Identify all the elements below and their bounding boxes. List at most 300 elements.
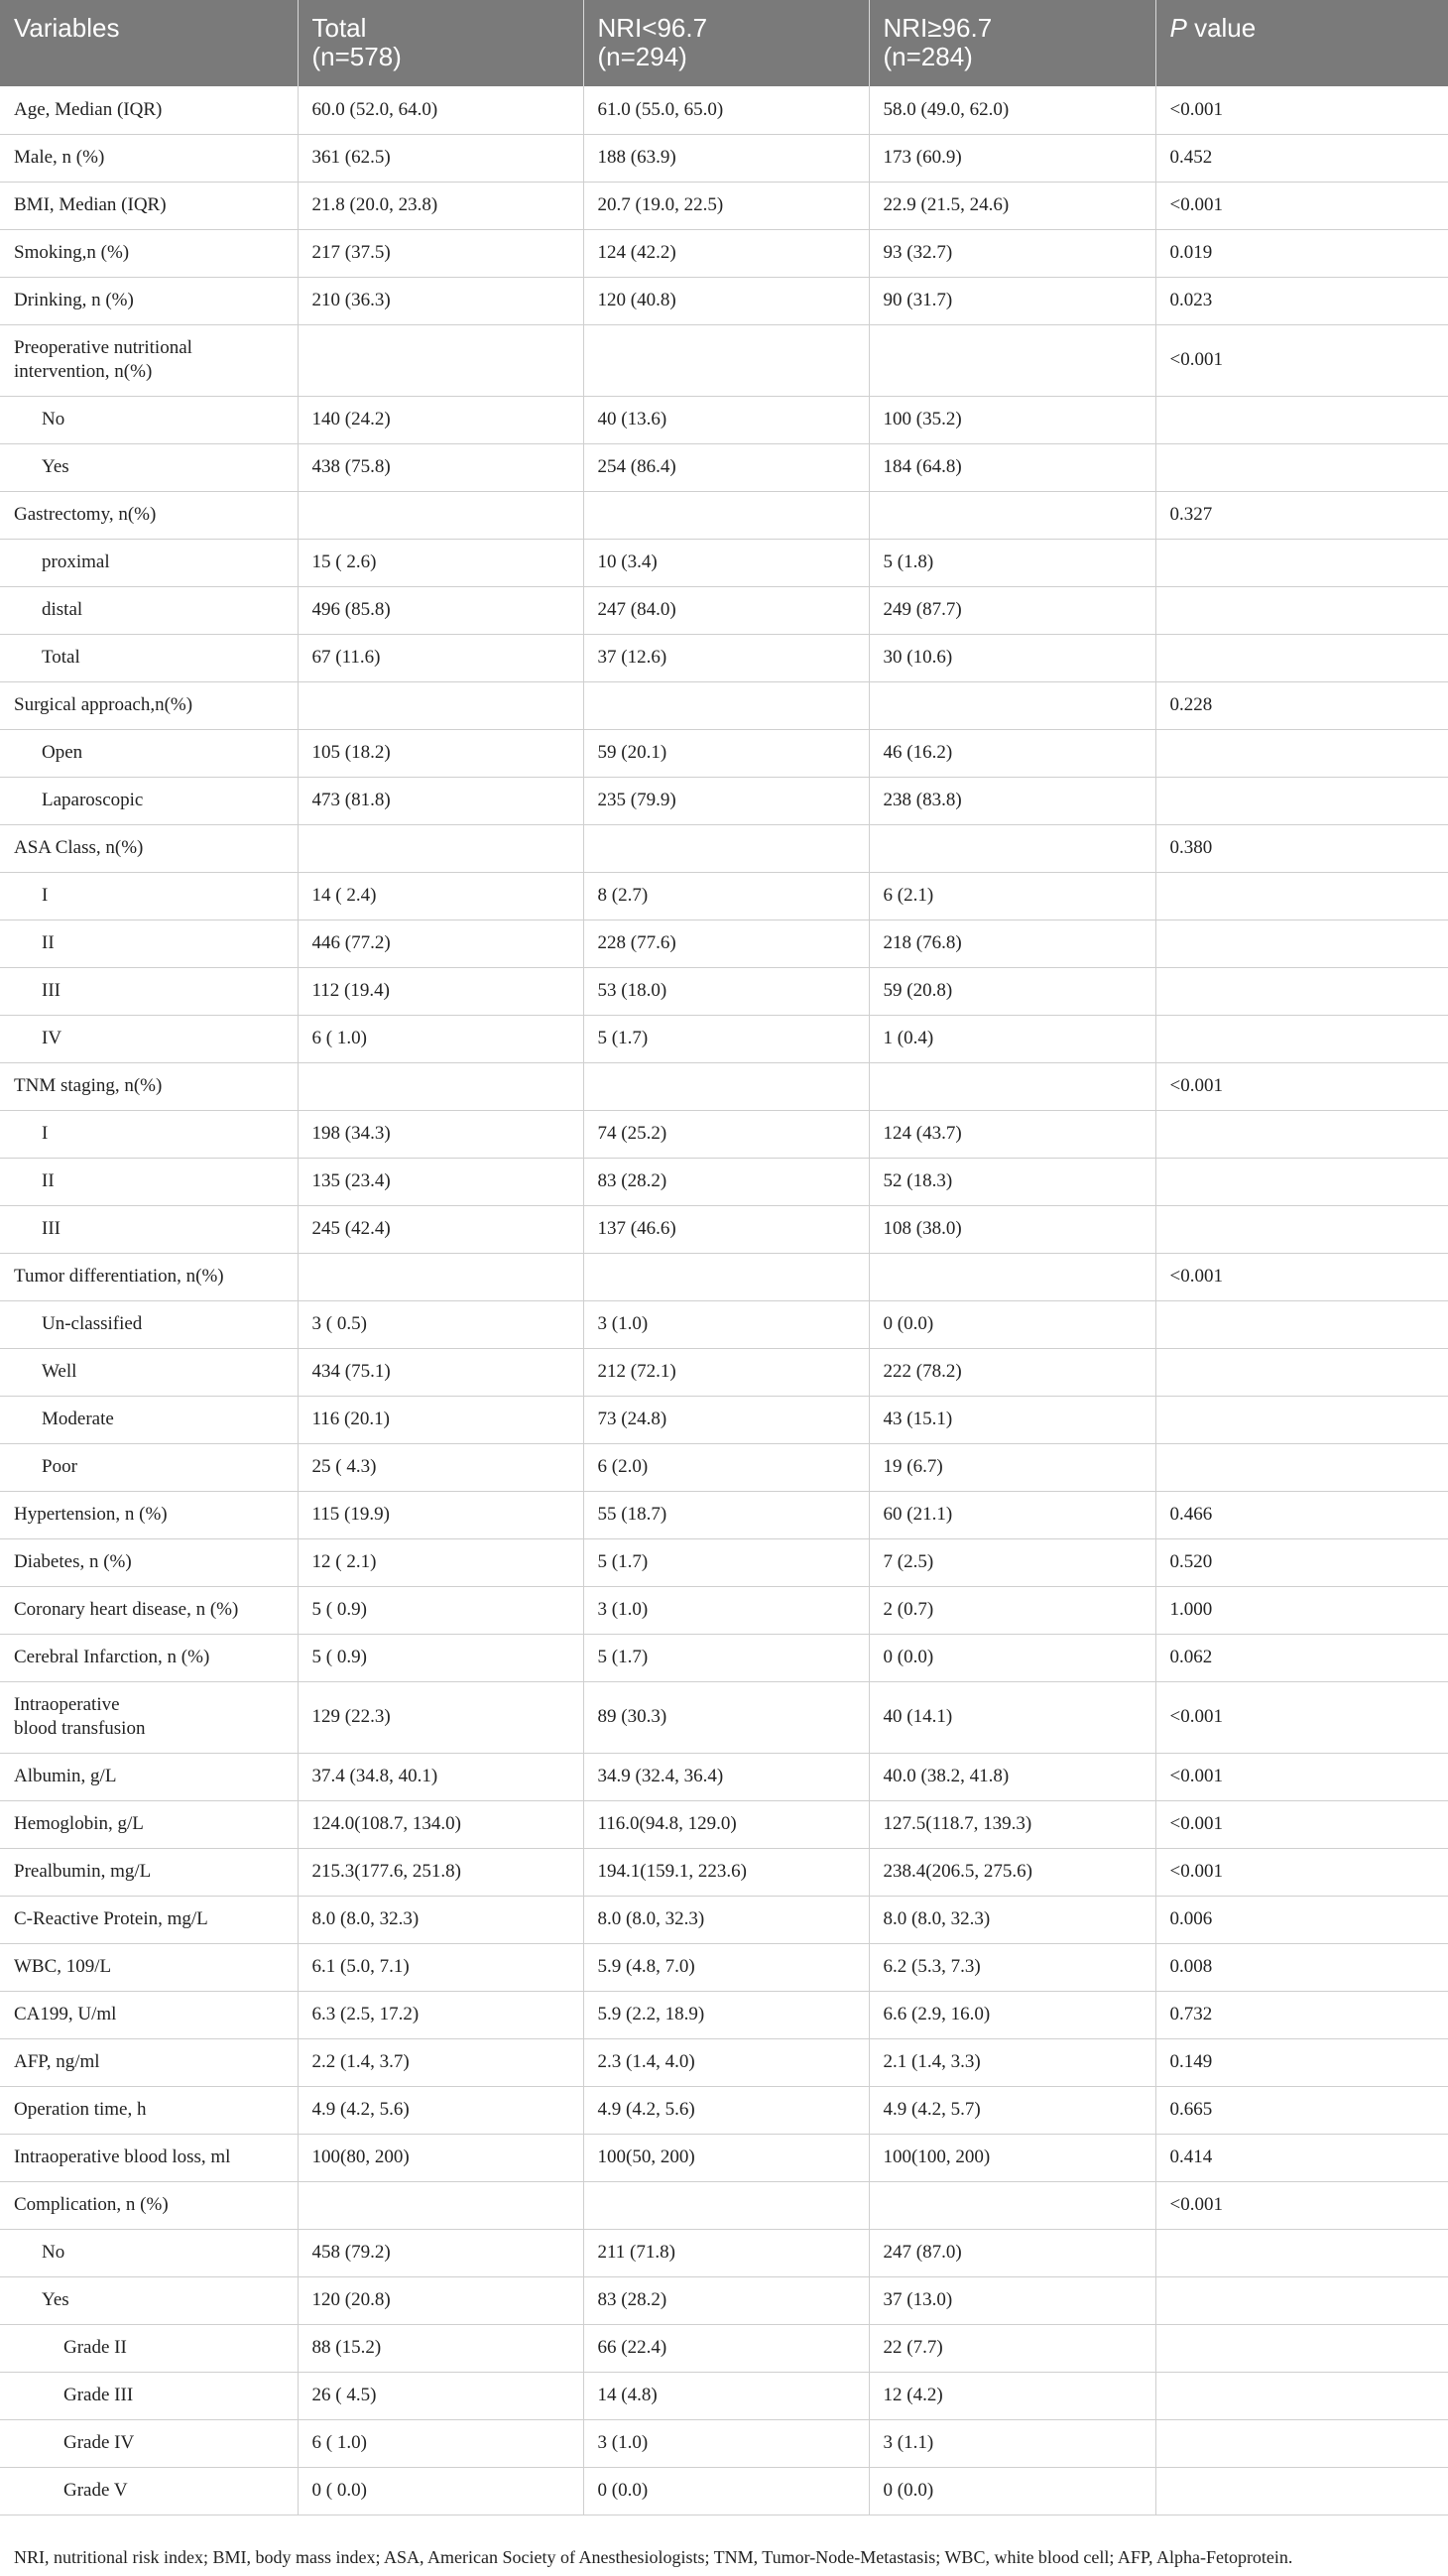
cell-nri-high: 173 (60.9) xyxy=(869,134,1155,182)
table-row xyxy=(0,729,1448,777)
table-row xyxy=(0,2324,1448,2372)
cell-variable: C-Reactive Protein, mg/L xyxy=(0,1896,298,1943)
header-variables: Variables xyxy=(0,0,298,86)
cell-nri-low xyxy=(583,324,869,396)
table-row xyxy=(0,1062,1448,1110)
cell-p-value: 0.665 xyxy=(1155,2086,1448,2134)
cell-total: 217 (37.5) xyxy=(298,229,583,277)
cell-p-value xyxy=(1155,967,1448,1015)
table-row xyxy=(0,1634,1448,1681)
cell-variable: Moderate xyxy=(0,1396,298,1443)
table-row xyxy=(0,1300,1448,1348)
cell-total: 14 ( 2.4) xyxy=(298,872,583,920)
cell-variable: No xyxy=(0,396,298,443)
cell-nri-low: 116.0(94.8, 129.0) xyxy=(583,1800,869,1848)
cell-variable: Intraoperative blood loss, ml xyxy=(0,2134,298,2181)
cell-nri-low: 5 (1.7) xyxy=(583,1015,869,1062)
cell-variable: Complication, n (%) xyxy=(0,2181,298,2229)
table-row xyxy=(0,586,1448,634)
cell-variable: I xyxy=(0,1110,298,1158)
cell-total: 12 ( 2.1) xyxy=(298,1538,583,1586)
cell-nri-low: 211 (71.8) xyxy=(583,2229,869,2276)
cell-variable: Open xyxy=(0,729,298,777)
cell-variable: Hemoglobin, g/L xyxy=(0,1800,298,1848)
cell-nri-high xyxy=(869,2181,1155,2229)
table-row xyxy=(0,324,1448,396)
cell-p-value xyxy=(1155,586,1448,634)
cell-p-value xyxy=(1155,539,1448,586)
cell-total: 88 (15.2) xyxy=(298,2324,583,2372)
cell-nri-high xyxy=(869,1253,1155,1300)
cell-total: 120 (20.8) xyxy=(298,2276,583,2324)
cell-p-value xyxy=(1155,1443,1448,1491)
cell-nri-high: 238 (83.8) xyxy=(869,777,1155,824)
cell-nri-high: 59 (20.8) xyxy=(869,967,1155,1015)
table-row xyxy=(0,2229,1448,2276)
cell-variable: BMI, Median (IQR) xyxy=(0,182,298,229)
table-row xyxy=(0,229,1448,277)
table-row xyxy=(0,681,1448,729)
cell-nri-high: 7 (2.5) xyxy=(869,1538,1155,1586)
cell-p-value xyxy=(1155,1110,1448,1158)
table-row xyxy=(0,1991,1448,2038)
table-row xyxy=(0,1800,1448,1848)
cell-total: 105 (18.2) xyxy=(298,729,583,777)
cell-p-value: <0.001 xyxy=(1155,2181,1448,2229)
cell-total xyxy=(298,1253,583,1300)
cell-nri-low xyxy=(583,491,869,539)
cell-variable: Prealbumin, mg/L xyxy=(0,1848,298,1896)
table-row xyxy=(0,2134,1448,2181)
cell-nri-low: 188 (63.9) xyxy=(583,134,869,182)
cell-p-value xyxy=(1155,1348,1448,1396)
cell-total xyxy=(298,681,583,729)
table-row xyxy=(0,277,1448,324)
cell-total: 6.1 (5.0, 7.1) xyxy=(298,1943,583,1991)
cell-variable: TNM staging, n(%) xyxy=(0,1062,298,1110)
cell-total xyxy=(298,491,583,539)
cell-nri-low xyxy=(583,1253,869,1300)
cell-nri-high: 8.0 (8.0, 32.3) xyxy=(869,1896,1155,1943)
cell-nri-low: 5 (1.7) xyxy=(583,1538,869,1586)
cell-p-value: 0.414 xyxy=(1155,2134,1448,2181)
cell-variable: Operation time, h xyxy=(0,2086,298,2134)
cell-p-value: 0.062 xyxy=(1155,1634,1448,1681)
cell-total xyxy=(298,324,583,396)
cell-nri-high: 60 (21.1) xyxy=(869,1491,1155,1538)
cell-nri-high: 0 (0.0) xyxy=(869,1634,1155,1681)
cell-variable: Total xyxy=(0,634,298,681)
cell-nri-high: 184 (64.8) xyxy=(869,443,1155,491)
table-row xyxy=(0,967,1448,1015)
cell-nri-low: 212 (72.1) xyxy=(583,1348,869,1396)
cell-p-value xyxy=(1155,1015,1448,1062)
table-row xyxy=(0,1943,1448,1991)
cell-variable: Preoperative nutritional intervention, n(%) xyxy=(0,324,298,396)
cell-total: 496 (85.8) xyxy=(298,586,583,634)
cell-nri-low: 14 (4.8) xyxy=(583,2372,869,2419)
cell-variable: III xyxy=(0,1205,298,1253)
cell-variable: Coronary heart disease, n (%) xyxy=(0,1586,298,1634)
header-nri-low: NRI<96.7 (n=294) xyxy=(583,0,869,86)
cell-p-value: <0.001 xyxy=(1155,1681,1448,1753)
cell-nri-high xyxy=(869,491,1155,539)
table-row xyxy=(0,1848,1448,1896)
table-row xyxy=(0,1396,1448,1443)
cell-variable: Intraoperative blood transfusion xyxy=(0,1681,298,1753)
cell-p-value xyxy=(1155,1158,1448,1205)
cell-p-value: 0.023 xyxy=(1155,277,1448,324)
table-row xyxy=(0,1753,1448,1800)
table-row xyxy=(0,86,1448,134)
cell-nri-high: 238.4(206.5, 275.6) xyxy=(869,1848,1155,1896)
cell-total: 434 (75.1) xyxy=(298,1348,583,1396)
cell-p-value xyxy=(1155,920,1448,967)
cell-nri-low: 5.9 (4.8, 7.0) xyxy=(583,1943,869,1991)
cell-nri-high: 19 (6.7) xyxy=(869,1443,1155,1491)
cell-nri-low xyxy=(583,2181,869,2229)
cell-total: 37.4 (34.8, 40.1) xyxy=(298,1753,583,1800)
cell-variable: Un-classified xyxy=(0,1300,298,1348)
cell-total: 21.8 (20.0, 23.8) xyxy=(298,182,583,229)
cell-nri-high: 3 (1.1) xyxy=(869,2419,1155,2467)
cell-total xyxy=(298,1062,583,1110)
cell-nri-low: 10 (3.4) xyxy=(583,539,869,586)
cell-p-value: 0.520 xyxy=(1155,1538,1448,1586)
cell-nri-low: 124 (42.2) xyxy=(583,229,869,277)
cell-nri-high: 108 (38.0) xyxy=(869,1205,1155,1253)
cell-variable: Grade IV xyxy=(0,2419,298,2467)
cell-total: 60.0 (52.0, 64.0) xyxy=(298,86,583,134)
cell-total: 15 ( 2.6) xyxy=(298,539,583,586)
cell-variable: Diabetes, n (%) xyxy=(0,1538,298,1586)
cell-p-value: 0.732 xyxy=(1155,1991,1448,2038)
cell-p-value: 1.000 xyxy=(1155,1586,1448,1634)
cell-p-value: <0.001 xyxy=(1155,1800,1448,1848)
cell-variable: AFP, ng/ml xyxy=(0,2038,298,2086)
cell-total: 67 (11.6) xyxy=(298,634,583,681)
cell-total: 25 ( 4.3) xyxy=(298,1443,583,1491)
cell-total: 5 ( 0.9) xyxy=(298,1586,583,1634)
cell-variable: Cerebral Infarction, n (%) xyxy=(0,1634,298,1681)
cell-nri-low: 4.9 (4.2, 5.6) xyxy=(583,2086,869,2134)
cell-nri-high: 90 (31.7) xyxy=(869,277,1155,324)
cell-p-value: <0.001 xyxy=(1155,324,1448,396)
table-row xyxy=(0,2181,1448,2229)
cell-p-value xyxy=(1155,2324,1448,2372)
cell-variable: Poor xyxy=(0,1443,298,1491)
cell-variable: II xyxy=(0,920,298,967)
cell-nri-low: 2.3 (1.4, 4.0) xyxy=(583,2038,869,2086)
cell-nri-low: 74 (25.2) xyxy=(583,1110,869,1158)
table-row xyxy=(0,920,1448,967)
cell-variable: IV xyxy=(0,1015,298,1062)
cell-p-value xyxy=(1155,2419,1448,2467)
table-row xyxy=(0,634,1448,681)
cell-total: 135 (23.4) xyxy=(298,1158,583,1205)
cell-nri-high: 2.1 (1.4, 3.3) xyxy=(869,2038,1155,2086)
cell-nri-low: 5.9 (2.2, 18.9) xyxy=(583,1991,869,2038)
cell-total: 2.2 (1.4, 3.7) xyxy=(298,2038,583,2086)
cell-variable: II xyxy=(0,1158,298,1205)
cell-nri-high xyxy=(869,824,1155,872)
cell-total: 245 (42.4) xyxy=(298,1205,583,1253)
cell-nri-low: 137 (46.6) xyxy=(583,1205,869,1253)
cell-total: 198 (34.3) xyxy=(298,1110,583,1158)
cell-total: 116 (20.1) xyxy=(298,1396,583,1443)
cell-total: 5 ( 0.9) xyxy=(298,1634,583,1681)
table-row xyxy=(0,1205,1448,1253)
cell-nri-high: 100 (35.2) xyxy=(869,396,1155,443)
cell-nri-high: 5 (1.8) xyxy=(869,539,1155,586)
cell-variable: distal xyxy=(0,586,298,634)
cell-p-value xyxy=(1155,1396,1448,1443)
cell-nri-low: 66 (22.4) xyxy=(583,2324,869,2372)
cell-variable: CA199, U/ml xyxy=(0,1991,298,2038)
table-row xyxy=(0,1538,1448,1586)
cell-p-value: 0.380 xyxy=(1155,824,1448,872)
cell-nri-high: 22 (7.7) xyxy=(869,2324,1155,2372)
cell-nri-low xyxy=(583,681,869,729)
cell-nri-low: 37 (12.6) xyxy=(583,634,869,681)
cell-nri-high xyxy=(869,1062,1155,1110)
table-row xyxy=(0,1110,1448,1158)
cell-p-value xyxy=(1155,2276,1448,2324)
cell-nri-low: 247 (84.0) xyxy=(583,586,869,634)
cell-nri-low: 89 (30.3) xyxy=(583,1681,869,1753)
table-row xyxy=(0,1253,1448,1300)
header-total: Total (n=578) xyxy=(298,0,583,86)
cell-nri-high: 222 (78.2) xyxy=(869,1348,1155,1396)
cell-nri-high xyxy=(869,681,1155,729)
cell-nri-low: 55 (18.7) xyxy=(583,1491,869,1538)
cell-p-value xyxy=(1155,2467,1448,2515)
cell-p-value xyxy=(1155,2372,1448,2419)
cell-variable: Drinking, n (%) xyxy=(0,277,298,324)
table-row xyxy=(0,1443,1448,1491)
cell-nri-high: 247 (87.0) xyxy=(869,2229,1155,2276)
cell-variable: Surgical approach,n(%) xyxy=(0,681,298,729)
cell-total: 210 (36.3) xyxy=(298,277,583,324)
cell-nri-low: 6 (2.0) xyxy=(583,1443,869,1491)
cell-nri-low: 3 (1.0) xyxy=(583,1300,869,1348)
cell-nri-low: 53 (18.0) xyxy=(583,967,869,1015)
cell-nri-low: 83 (28.2) xyxy=(583,2276,869,2324)
table-row xyxy=(0,2276,1448,2324)
cell-nri-low: 73 (24.8) xyxy=(583,1396,869,1443)
table-row xyxy=(0,2086,1448,2134)
cell-nri-low: 228 (77.6) xyxy=(583,920,869,967)
cell-p-value: 0.327 xyxy=(1155,491,1448,539)
cell-nri-low: 3 (1.0) xyxy=(583,1586,869,1634)
cell-nri-high: 0 (0.0) xyxy=(869,2467,1155,2515)
cell-p-value xyxy=(1155,443,1448,491)
cell-variable: Laparoscopic xyxy=(0,777,298,824)
table-row xyxy=(0,1348,1448,1396)
cell-nri-high: 6 (2.1) xyxy=(869,872,1155,920)
cell-variable: Well xyxy=(0,1348,298,1396)
cell-total: 3 ( 0.5) xyxy=(298,1300,583,1348)
cell-total: 446 (77.2) xyxy=(298,920,583,967)
cell-variable: Albumin, g/L xyxy=(0,1753,298,1800)
cell-total: 6.3 (2.5, 17.2) xyxy=(298,1991,583,2038)
cell-nri-high: 249 (87.7) xyxy=(869,586,1155,634)
cell-nri-high: 12 (4.2) xyxy=(869,2372,1155,2419)
cell-nri-low: 83 (28.2) xyxy=(583,1158,869,1205)
cell-p-value xyxy=(1155,396,1448,443)
table-row xyxy=(0,824,1448,872)
cell-p-value: <0.001 xyxy=(1155,1848,1448,1896)
cell-nri-low: 20.7 (19.0, 22.5) xyxy=(583,182,869,229)
cell-p-value: 0.452 xyxy=(1155,134,1448,182)
cell-p-value xyxy=(1155,1205,1448,1253)
cell-total: 124.0(108.7, 134.0) xyxy=(298,1800,583,1848)
table-row xyxy=(0,134,1448,182)
cell-nri-high: 124 (43.7) xyxy=(869,1110,1155,1158)
cell-nri-low: 61.0 (55.0, 65.0) xyxy=(583,86,869,134)
cell-p-value xyxy=(1155,872,1448,920)
cell-total: 26 ( 4.5) xyxy=(298,2372,583,2419)
cell-nri-low: 5 (1.7) xyxy=(583,1634,869,1681)
table-row xyxy=(0,777,1448,824)
cell-nri-low: 235 (79.9) xyxy=(583,777,869,824)
cell-nri-low: 8 (2.7) xyxy=(583,872,869,920)
header-p-value xyxy=(1155,0,1448,86)
cell-nri-high: 40.0 (38.2, 41.8) xyxy=(869,1753,1155,1800)
cell-p-value: 0.149 xyxy=(1155,2038,1448,2086)
cell-variable: No xyxy=(0,2229,298,2276)
table-row xyxy=(0,2038,1448,2086)
cell-p-value: 0.466 xyxy=(1155,1491,1448,1538)
cell-variable: WBC, 109/L xyxy=(0,1943,298,1991)
cell-total xyxy=(298,2181,583,2229)
cell-variable: Grade V xyxy=(0,2467,298,2515)
cell-nri-low: 59 (20.1) xyxy=(583,729,869,777)
cell-total xyxy=(298,824,583,872)
header-p-rest: value xyxy=(1186,13,1257,43)
cell-p-value: <0.001 xyxy=(1155,182,1448,229)
table-row xyxy=(0,182,1448,229)
cell-nri-low: 34.9 (32.4, 36.4) xyxy=(583,1753,869,1800)
table-row xyxy=(0,1681,1448,1753)
cell-total: 473 (81.8) xyxy=(298,777,583,824)
cell-nri-high: 43 (15.1) xyxy=(869,1396,1155,1443)
cell-total: 6 ( 1.0) xyxy=(298,2419,583,2467)
cell-p-value: <0.001 xyxy=(1155,1753,1448,1800)
cell-total: 6 ( 1.0) xyxy=(298,1015,583,1062)
table-row xyxy=(0,1896,1448,1943)
cell-nri-high: 40 (14.1) xyxy=(869,1681,1155,1753)
table-row xyxy=(0,1491,1448,1538)
cell-p-value: 0.006 xyxy=(1155,1896,1448,1943)
cell-p-value: <0.001 xyxy=(1155,1253,1448,1300)
header-nri-high: NRI≥96.7 (n=284) xyxy=(869,0,1155,86)
cell-nri-high: 0 (0.0) xyxy=(869,1300,1155,1348)
header-p-italic: P xyxy=(1169,13,1187,43)
cell-nri-high: 6.6 (2.9, 16.0) xyxy=(869,1991,1155,2038)
table-row xyxy=(0,491,1448,539)
cell-p-value xyxy=(1155,729,1448,777)
cell-total: 100(80, 200) xyxy=(298,2134,583,2181)
cell-variable: Hypertension, n (%) xyxy=(0,1491,298,1538)
cell-nri-low: 194.1(159.1, 223.6) xyxy=(583,1848,869,1896)
table-row xyxy=(0,396,1448,443)
table-row xyxy=(0,2467,1448,2515)
cell-nri-low: 0 (0.0) xyxy=(583,2467,869,2515)
cell-nri-low xyxy=(583,1062,869,1110)
cell-total: 458 (79.2) xyxy=(298,2229,583,2276)
table-row xyxy=(0,1586,1448,1634)
cell-variable: Grade II xyxy=(0,2324,298,2372)
cell-nri-high xyxy=(869,324,1155,396)
cell-nri-high: 2 (0.7) xyxy=(869,1586,1155,1634)
cell-nri-high: 218 (76.8) xyxy=(869,920,1155,967)
cell-p-value: 0.228 xyxy=(1155,681,1448,729)
cell-variable: Smoking,n (%) xyxy=(0,229,298,277)
cell-nri-high: 127.5(118.7, 139.3) xyxy=(869,1800,1155,1848)
cell-nri-low: 8.0 (8.0, 32.3) xyxy=(583,1896,869,1943)
table-body xyxy=(0,86,1448,2515)
table-footnote: NRI, nutritional risk index; BMI, body mass index; ASA, American Society of Anesthesiologists; TNM, Tumor-Node-Metastasis; WBC, white blood cell; AFP, Alpha-Fetoprotein. xyxy=(14,2547,1293,2567)
table-row xyxy=(0,443,1448,491)
cell-total: 8.0 (8.0, 32.3) xyxy=(298,1896,583,1943)
cell-p-value: 0.019 xyxy=(1155,229,1448,277)
cell-total: 0 ( 0.0) xyxy=(298,2467,583,2515)
cell-variable: Yes xyxy=(0,443,298,491)
cell-nri-low xyxy=(583,824,869,872)
cell-nri-high: 93 (32.7) xyxy=(869,229,1155,277)
cell-nri-high: 37 (13.0) xyxy=(869,2276,1155,2324)
cell-variable: Yes xyxy=(0,2276,298,2324)
cell-p-value: <0.001 xyxy=(1155,86,1448,134)
cell-nri-high: 30 (10.6) xyxy=(869,634,1155,681)
cell-total: 129 (22.3) xyxy=(298,1681,583,1753)
cell-nri-low: 254 (86.4) xyxy=(583,443,869,491)
cell-total: 215.3(177.6, 251.8) xyxy=(298,1848,583,1896)
cell-total: 361 (62.5) xyxy=(298,134,583,182)
cell-nri-low: 120 (40.8) xyxy=(583,277,869,324)
cell-variable: III xyxy=(0,967,298,1015)
cell-total: 112 (19.4) xyxy=(298,967,583,1015)
cell-total: 140 (24.2) xyxy=(298,396,583,443)
cell-variable: I xyxy=(0,872,298,920)
cell-variable: proximal xyxy=(0,539,298,586)
table-row xyxy=(0,1158,1448,1205)
cell-nri-high: 100(100, 200) xyxy=(869,2134,1155,2181)
cell-variable: Tumor differentiation, n(%) xyxy=(0,1253,298,1300)
cell-p-value xyxy=(1155,1300,1448,1348)
table-row xyxy=(0,872,1448,920)
cell-p-value: 0.008 xyxy=(1155,1943,1448,1991)
cell-variable: ASA Class, n(%) xyxy=(0,824,298,872)
cell-p-value xyxy=(1155,2229,1448,2276)
cell-variable: Grade III xyxy=(0,2372,298,2419)
cell-nri-high: 6.2 (5.3, 7.3) xyxy=(869,1943,1155,1991)
cell-p-value: <0.001 xyxy=(1155,1062,1448,1110)
cell-variable: Male, n (%) xyxy=(0,134,298,182)
cell-nri-low: 40 (13.6) xyxy=(583,396,869,443)
table-header-row xyxy=(0,0,1448,86)
cell-nri-high: 58.0 (49.0, 62.0) xyxy=(869,86,1155,134)
cell-variable: Age, Median (IQR) xyxy=(0,86,298,134)
cell-nri-high: 46 (16.2) xyxy=(869,729,1155,777)
cell-nri-low: 3 (1.0) xyxy=(583,2419,869,2467)
cell-p-value xyxy=(1155,777,1448,824)
cell-p-value xyxy=(1155,634,1448,681)
cell-total: 115 (19.9) xyxy=(298,1491,583,1538)
table-row xyxy=(0,539,1448,586)
cell-nri-high: 22.9 (21.5, 24.6) xyxy=(869,182,1155,229)
